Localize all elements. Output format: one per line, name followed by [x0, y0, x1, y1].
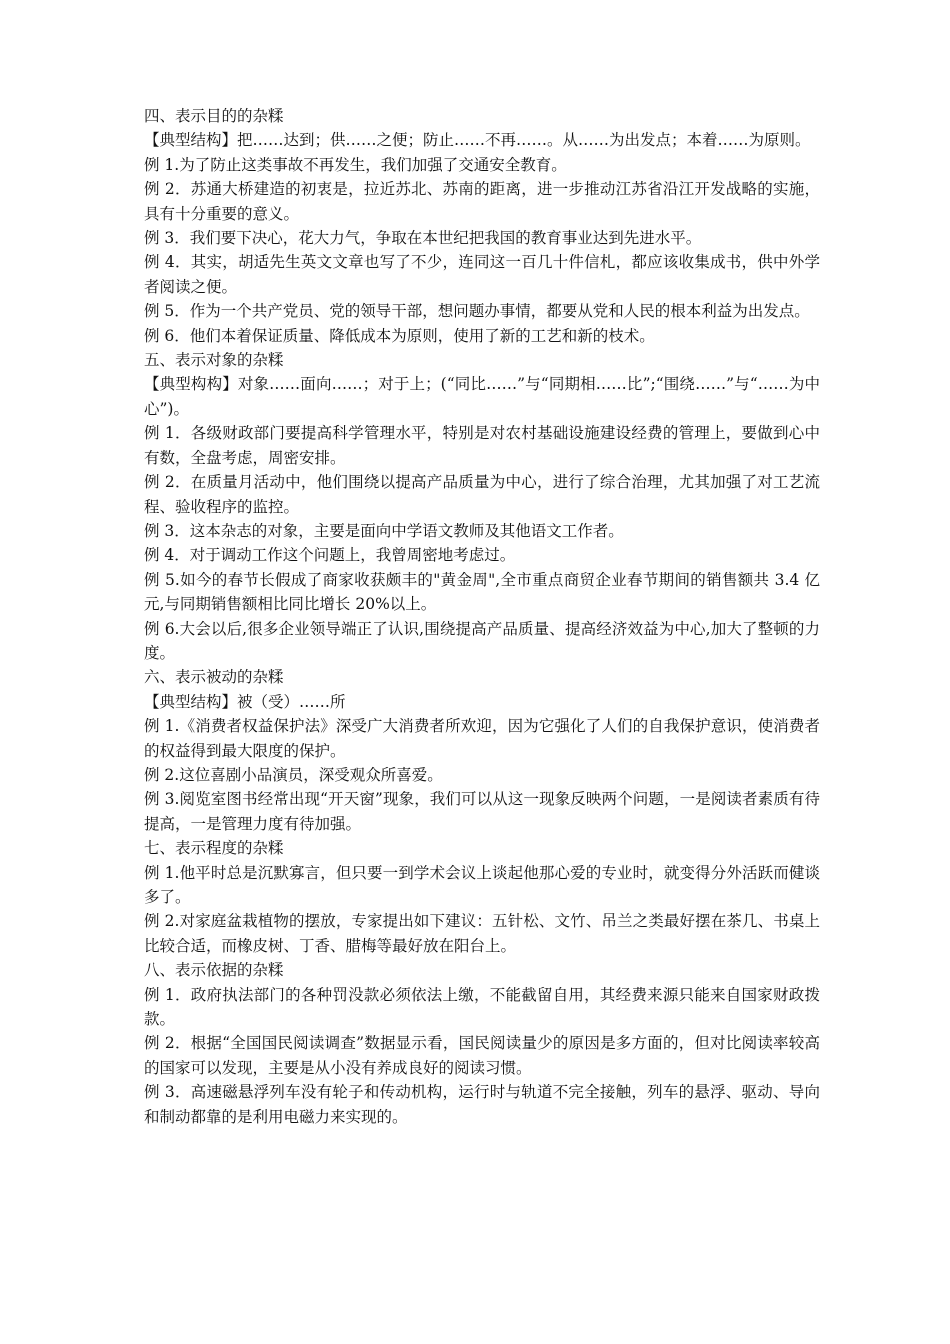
example-paragraph: 例 5.如今的春节长假成了商家收获颇丰的"黄金周",全市重点商贸企业春节期间的销售额共 3.4 亿元,与同期销售额相比同比增长 20%以上。	[144, 570, 820, 614]
example-paragraph: 例 5．作为一个共产党员、党的领导干部，想问题办事情，都要从党和人民的根本利益为出发点。	[144, 302, 810, 321]
typical-structure-passive: 【典型结构】被（受）……所	[144, 692, 346, 711]
document-body	[144, 104, 820, 1129]
example-paragraph: 例 6.大会以后,很多企业领导端正了认识,围绕提高产品质量、提高经济效益为中心,加大了整顿的力度。	[144, 619, 820, 662]
example-paragraph: 例 2．苏通大桥建造的初衷是，拉近苏北、苏南的距离，进一步推动江苏省沿江开发战略的实施，具有十分重要的意义。	[144, 180, 820, 223]
example-paragraph: 例 3．这本杂志的对象，主要是面向中学语文教师及其他语文工作者。	[144, 521, 624, 540]
example-paragraph: 例 2．根据“全国国民阅读调查”数据显示看，国民阅读量少的原因是多方面的，但对比阅读率较高的国家可以发现，主要是从小没有养成良好的阅读习惯。	[144, 1034, 820, 1077]
example-paragraph: 例 6．他们本着保证质量、降低成本为原则，使用了新的工艺和新的枝术。	[144, 326, 655, 345]
example-paragraph: 例 1.他平时总是沉默寡言，但只要一到学术会议上谈起他那心爱的专业时，就变得分外活跃而健谈多了。	[144, 863, 821, 906]
section-heading-purpose: 四、表示目的的杂糅	[144, 107, 284, 125]
example-paragraph: 例 3.阅览室图书经常出现“开天窗”现象，我们可以从这一现象反映两个问题，一是阅读者素质有待提高，一是管理力度有待加强。	[144, 790, 820, 833]
example-paragraph: 例 4．对于调动工作这个问题上，我曾周密地考虑过。	[144, 546, 516, 565]
typical-structure-object: 【典型构构】对象……面向……；对于上；(“同比……”与“同期相……比”;“围绕……”与“……为中心”)。	[144, 375, 820, 418]
example-paragraph: 例 1.为了防止这类事故不再发生，我们加强了交通安全教育。	[144, 155, 567, 174]
example-paragraph: 例 1．政府执法部门的各种罚没款必须依法上缴，不能截留自用，其经费来源只能来自国家财政拨款。	[144, 985, 820, 1029]
example-paragraph: 例 3．高速磁悬浮列车没有轮子和传动机构，运行时与轨道不完全接触，列车的悬浮、驱动、导向和制动都靠的是利用电磁力来实现的。	[144, 1083, 820, 1126]
typical-structure-purpose: 【典型结构】把……达到；供……之便；防止……不再……。从……为出发点；本着……为原则。	[144, 131, 811, 150]
example-paragraph: 例 2.这位喜剧小品演员，深受观众所喜爱。	[144, 765, 443, 784]
example-paragraph: 例 4．其实，胡适先生英文文章也写了不少，连同这一百几十件信札，都应该收集成书，供中外学者阅读之便。	[144, 253, 820, 296]
section-heading-basis: 八、表示依据的杂糅	[144, 961, 284, 980]
example-paragraph: 例 2．在质量月活动中，他们围绕以提高产品质量为中心，进行了综合治理，尤其加强了对工艺流程、验收程序的监控。	[144, 473, 820, 516]
example-paragraph: 例 2.对家庭盆栽植物的摆放，专家提出如下建议：五针松、文竹、吊兰之类最好摆在茶几、书桌上比较合适，而橡皮树、丁香、腊梅等最好放在阳台上。	[144, 912, 821, 955]
example-paragraph: 例 3．我们要下决心，花大力气，争取在本世纪把我国的教育事业达到先进水平。	[144, 229, 702, 248]
section-heading-passive: 六、表示被动的杂糅	[144, 668, 284, 687]
example-paragraph: 例 1.《消费者权益保护法》深受广大消费者所欢迎，因为它强化了人们的自我保护意识，使消费者的权益得到最大限度的保护。	[144, 717, 821, 760]
example-paragraph: 例 1．各级财政部门要提高科学管理水平，特别是对农村基础设施建设经费的管理上，要做到心中有数，全盘考虑，周密安排。	[144, 424, 820, 467]
section-heading-degree: 七、表示程度的杂糅	[144, 839, 284, 858]
section-heading-object: 五、表示对象的杂糅	[144, 351, 284, 370]
